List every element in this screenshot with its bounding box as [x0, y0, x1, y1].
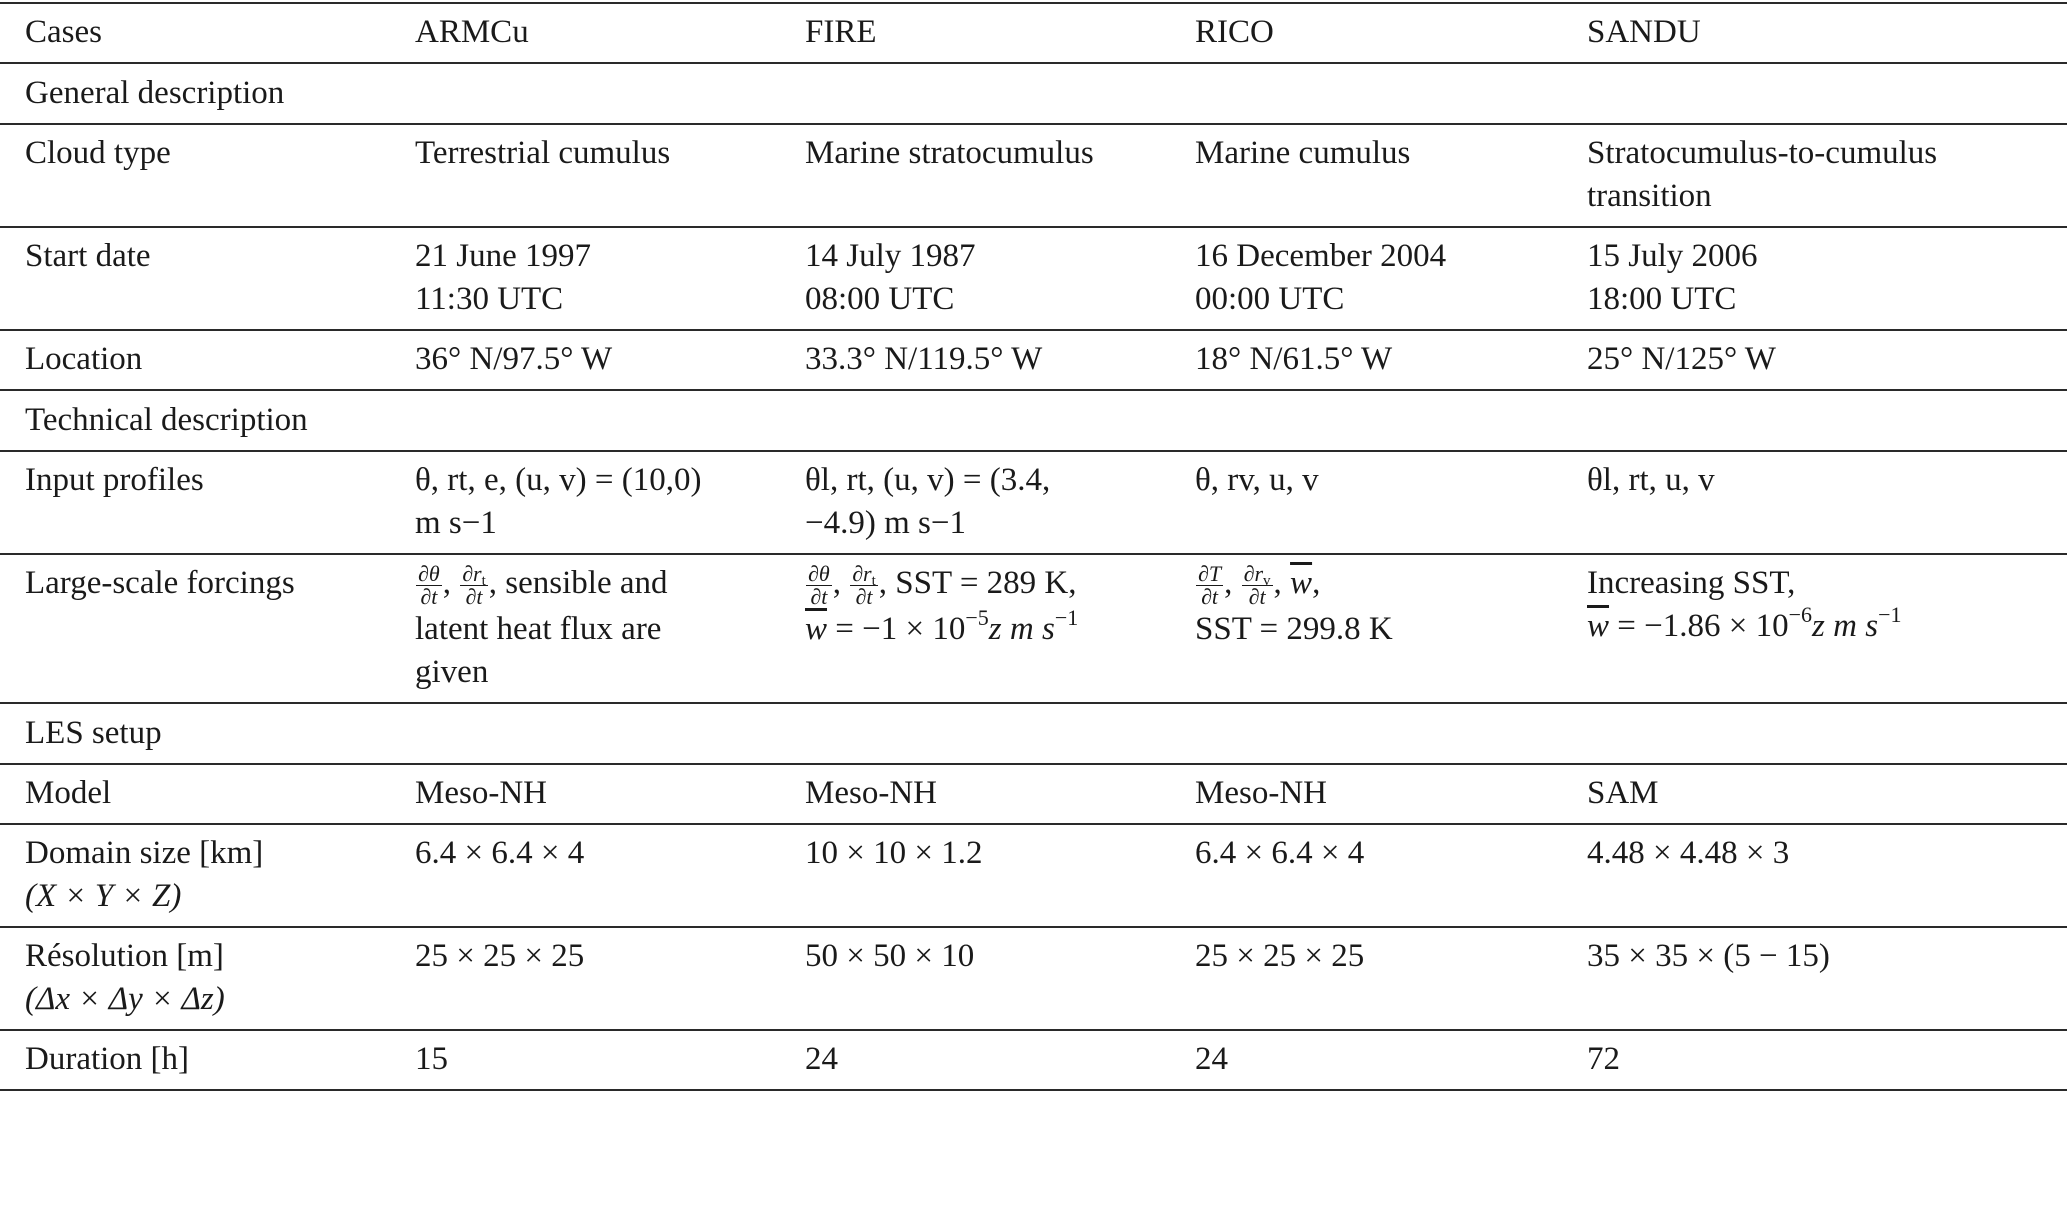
cell-sandu-cloud-type-line1: Stratocumulus-to-cumulus — [1587, 135, 1938, 171]
drt-dt-fraction: $\frac{\partial r_t}{\partial t}$ — [852, 560, 876, 609]
table-row-start-date — [0, 227, 2067, 330]
drv-dt-fraction: $\frac{\partial r_v}{\partial t}$ — [1243, 560, 1271, 609]
cell-armcu-time: 11:30 UTC — [415, 281, 564, 317]
section-general-description: General description — [0, 63, 2067, 124]
cell-sandu-cloud-type-line2: transition — [1587, 178, 1712, 214]
cell-sandu-domain: 4.48 × 4.48 × 3 — [1562, 824, 2067, 927]
cell-armcu-forcings-tail: , sensible and — [488, 565, 668, 601]
cell-armcu-forcings-line1: $\frac{\partial\theta}{\partial t}$ , $\frac{\partial r_t}{\partial t}$ , sensible and — [418, 560, 668, 609]
header-sandu: SANDU — [1562, 3, 2067, 63]
cell-fire-input-cont: −4.9) m s−1 — [805, 505, 966, 541]
cell-sandu-forcings-line1: Increasing SST, — [1587, 565, 1796, 601]
cell-fire-forcings — [780, 554, 1170, 703]
cell-armcu-input-vars: θ, rt, e, (u, v) = (10,0) — [415, 462, 702, 498]
cell-rico-model: Meso-NH — [1170, 764, 1562, 824]
cell-armcu-forcings-line3: given — [415, 653, 489, 690]
table-row-resolution — [0, 927, 2067, 1030]
table-header-row — [0, 3, 2067, 63]
cell-sandu-forcings — [1562, 554, 2067, 703]
cell-sandu-input-profiles: θl, rt, u, v — [1562, 451, 2067, 554]
section-row-technical — [0, 390, 2067, 451]
section-row-les — [0, 703, 2067, 764]
les-cases-table — [0, 2, 2067, 1091]
cell-fire-sst: SST = 289 K, — [895, 565, 1077, 601]
row-label-input-profiles: Input profiles — [0, 451, 390, 554]
table-row-large-scale-forcings — [0, 554, 2067, 703]
row-label-resolution-line1: Résolution [m] — [25, 937, 224, 974]
cell-armcu-date: 21 June 1997 — [415, 238, 591, 274]
section-les-setup: LES setup — [0, 703, 2067, 764]
cell-rico-input-profiles: θ, rv, u, v — [1170, 451, 1562, 554]
cell-rico-cloud-type: Marine cumulus — [1170, 124, 1562, 227]
cell-fire-location: 33.3° N/119.5° W — [780, 330, 1170, 390]
row-label-domain-size — [0, 824, 390, 927]
cell-sandu-model: SAM — [1562, 764, 2067, 824]
section-row-general — [0, 63, 2067, 124]
cell-armcu-forcings-line2: latent heat flux are — [415, 610, 662, 647]
cell-sandu-duration: 72 — [1562, 1030, 2067, 1090]
row-label-large-scale-forcings: Large-scale forcings — [0, 554, 390, 703]
cell-fire-date: 14 July 1987 — [805, 238, 976, 274]
cell-rico-domain: 6.4 × 6.4 × 4 — [1170, 824, 1562, 927]
cell-armcu-input-profiles — [390, 451, 780, 554]
cell-rico-sst: SST = 299.8 K — [1195, 610, 1393, 647]
table-row-input-profiles — [0, 451, 2067, 554]
cell-sandu-start-date — [1562, 227, 2067, 330]
cell-armcu-duration: 15 — [390, 1030, 780, 1090]
cell-rico-start-date — [1170, 227, 1562, 330]
table-row-domain-size — [0, 824, 2067, 927]
cell-rico-forcings-line1: $\frac{\partial T}{\partial t}$ , $\frac{\partial r_v}{\partial t}$ , $\overline{w}$, — [1198, 560, 1321, 609]
cell-sandu-subsidence: $\overline{w} = -1.86 \times 10^{-6}z$ m $s^{-1}$ — [1587, 602, 1902, 644]
cell-fire-subsidence: $\overline{w} = -1 \times 10^{-5}z$ m $s^{-1}$ — [805, 604, 1079, 647]
cell-rico-location: 18° N/61.5° W — [1170, 330, 1562, 390]
row-label-model: Model — [0, 764, 390, 824]
cell-fire-input-profiles — [780, 451, 1170, 554]
cell-sandu-resolution: 35 × 35 × (5 − 15) — [1562, 927, 2067, 1030]
cell-armcu-domain: 6.4 × 6.4 × 4 — [390, 824, 780, 927]
cell-rico-resolution: 25 × 25 × 25 — [1170, 927, 1562, 1030]
row-label-resolution — [0, 927, 390, 1030]
cell-rico-forcings — [1170, 554, 1562, 703]
row-label-cloud-type: Cloud type — [0, 124, 390, 227]
row-label-location: Location — [0, 330, 390, 390]
cell-fire-forcings-line1: $\frac{\partial\theta}{\partial t}$ , $\frac{\partial r_t}{\partial t}$ , SST = 289 K, — [808, 560, 1077, 609]
cell-fire-model: Meso-NH — [780, 764, 1170, 824]
cell-armcu-cloud-type: Terrestrial cumulus — [390, 124, 780, 227]
header-armcu: ARMCu — [390, 3, 780, 63]
cell-fire-domain: 10 × 10 × 1.2 — [780, 824, 1170, 927]
cell-rico-duration: 24 — [1170, 1030, 1562, 1090]
row-label-resolution-line2: (Δx × Δy × Δz) — [25, 980, 225, 1017]
cell-fire-duration: 24 — [780, 1030, 1170, 1090]
header-cases: Cases — [0, 3, 390, 63]
row-label-duration: Duration [h] — [0, 1030, 390, 1090]
cell-armcu-location: 36° N/97.5° W — [390, 330, 780, 390]
row-label-domain-size-line2: (X × Y × Z) — [25, 877, 182, 914]
row-label-start-date: Start date — [0, 227, 390, 330]
table-row-cloud-type — [0, 124, 2067, 227]
table-row-location — [0, 330, 2067, 390]
cell-fire-resolution: 50 × 50 × 10 — [780, 927, 1170, 1030]
cell-sandu-date: 15 July 2006 — [1587, 238, 1758, 274]
cell-armcu-input-unit: m s−1 — [415, 505, 497, 541]
cell-sandu-time: 18:00 UTC — [1587, 281, 1737, 317]
cell-fire-time: 08:00 UTC — [805, 281, 955, 317]
drt-dt-fraction: $\frac{\partial r_t}{\partial t}$ — [462, 560, 486, 609]
cell-fire-input-vars: θl, rt, (u, v) = (3.4, — [805, 462, 1051, 498]
section-technical-description: Technical description — [0, 390, 2067, 451]
cell-armcu-model: Meso-NH — [390, 764, 780, 824]
dtheta-dt-fraction: $\frac{\partial\theta}{\partial t}$ — [808, 560, 830, 609]
cell-armcu-start-date — [390, 227, 780, 330]
dT-dt-fraction: $\frac{\partial T}{\partial t}$ — [1198, 560, 1222, 609]
cell-sandu-location: 25° N/125° W — [1562, 330, 2067, 390]
dtheta-dt-fraction: $\frac{\partial\theta}{\partial t}$ — [418, 560, 440, 609]
cell-rico-date: 16 December 2004 — [1195, 238, 1447, 274]
cell-sandu-cloud-type — [1562, 124, 2067, 227]
header-rico: RICO — [1170, 3, 1562, 63]
row-label-domain-size-line1: Domain size [km] — [25, 834, 264, 871]
cell-rico-time: 00:00 UTC — [1195, 281, 1345, 317]
cell-fire-cloud-type: Marine stratocumulus — [780, 124, 1170, 227]
table-row-model — [0, 764, 2067, 824]
cell-armcu-resolution: 25 × 25 × 25 — [390, 927, 780, 1030]
header-fire: FIRE — [780, 3, 1170, 63]
cell-fire-start-date — [780, 227, 1170, 330]
table-row-duration — [0, 1030, 2067, 1090]
cell-armcu-forcings — [390, 554, 780, 703]
